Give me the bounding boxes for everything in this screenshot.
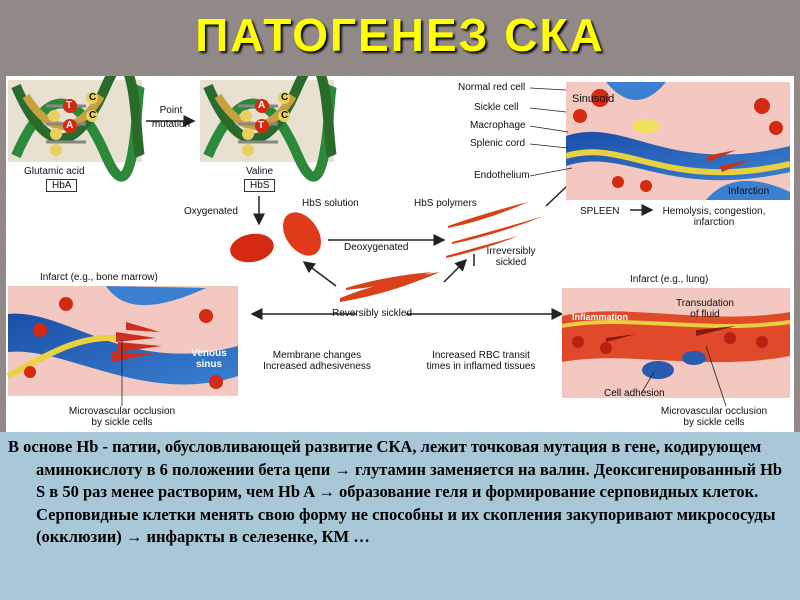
normal-rbc-2 (275, 205, 329, 263)
dna-letter: C (89, 92, 97, 103)
reversibly-sickled-cells (340, 272, 440, 302)
hbs-polymers-label: HbS polymers (414, 198, 477, 209)
spleen-label: SPLEEN (580, 206, 620, 217)
inflammation-label: Inflammation (572, 312, 629, 322)
micro-occlusion-left-label: Microvascular occlusion by sickle cells (68, 406, 176, 428)
body-text (8, 436, 792, 549)
normal-rbc-1 (228, 230, 276, 265)
valine-label: Valine (246, 166, 274, 177)
increased-transit-label: Increased RBC transit times in inflamed tissues (426, 350, 536, 372)
point-mutation-label: Point mutation (151, 105, 191, 130)
infarct-lung-label: Infarct (e.g., lung) (630, 274, 709, 285)
dna-letter: T (258, 120, 265, 131)
endothelium-label: Endothelium (474, 170, 530, 181)
slide-title: ПАТОГЕНЕЗ СКА (195, 9, 605, 61)
hba-label: HbA (46, 179, 77, 192)
infarct-bone-marrow-label: Infarct (e.g., bone marrow) (40, 272, 158, 283)
reversibly-sickled-label: Reversibly sickled (332, 308, 413, 319)
diagram-panel (6, 76, 794, 432)
sickle-cell-label: Sickle cell (474, 102, 519, 113)
dna-helix-right-image (200, 76, 334, 177)
bone-marrow-illustration (8, 286, 238, 396)
splenic-cord-label: Splenic cord (470, 138, 526, 149)
dna-letter: C (89, 110, 97, 121)
body-paragraph: В основе Hb - патии, обусловливающей развитие СКА, лежит точковая мутация в гене, кодирующем аминокислоту в 6 положении бета цепи → глутамин заменяется на валин. Деоксигенированный Hb S в 50 раз менее растворим, чем Hb A → образование геля и формирование серповидных клеток. Серповидные клетки менять свою форму не способны и их скопления закупоривают микрососуды (окклюзии) → инфаркты в селезенке, КМ … (8, 437, 783, 546)
venous-sinus-label: Venous sinus (191, 348, 227, 370)
dna-letter: C (281, 92, 289, 103)
dna-letter: A (66, 120, 74, 131)
reversible-arrow-up (304, 262, 336, 286)
hbs-solution-label: HbS solution (302, 198, 359, 209)
infarction-label: Infarction (728, 186, 770, 197)
dna-letter: A (258, 100, 266, 111)
reversible-arrow-right (444, 260, 466, 282)
micro-occlusion-right-label: Microvascular occlusion by sickle cells (660, 406, 768, 428)
spleen-outcome-label: Hemolysis, congestion, infarction (662, 206, 766, 228)
cell-adhesion-label: Cell adhesion (604, 388, 665, 399)
pathogenesis-diagram (6, 76, 794, 432)
dna-letter: T (66, 100, 73, 111)
dna-helix-left-image (8, 76, 142, 177)
oxygenated-label: Oxygenated (184, 206, 238, 217)
membrane-changes-label: Membrane changes Increased adhesiveness (263, 350, 371, 372)
sinusoid-label: Sinusoid (572, 93, 615, 105)
glutamic-acid-label: Glutamic acid (24, 166, 85, 177)
transudation-label: Transudation of fluid (676, 298, 734, 320)
irreversibly-sickled-label: Irreversibly sickled (486, 246, 536, 268)
normal-red-cell-label: Normal red cell (458, 82, 526, 93)
deoxygenated-label: Deoxygenated (344, 242, 409, 253)
hbs-label: HbS (244, 179, 275, 192)
macrophage-label: Macrophage (470, 120, 526, 131)
dna-letter: C (281, 110, 289, 121)
